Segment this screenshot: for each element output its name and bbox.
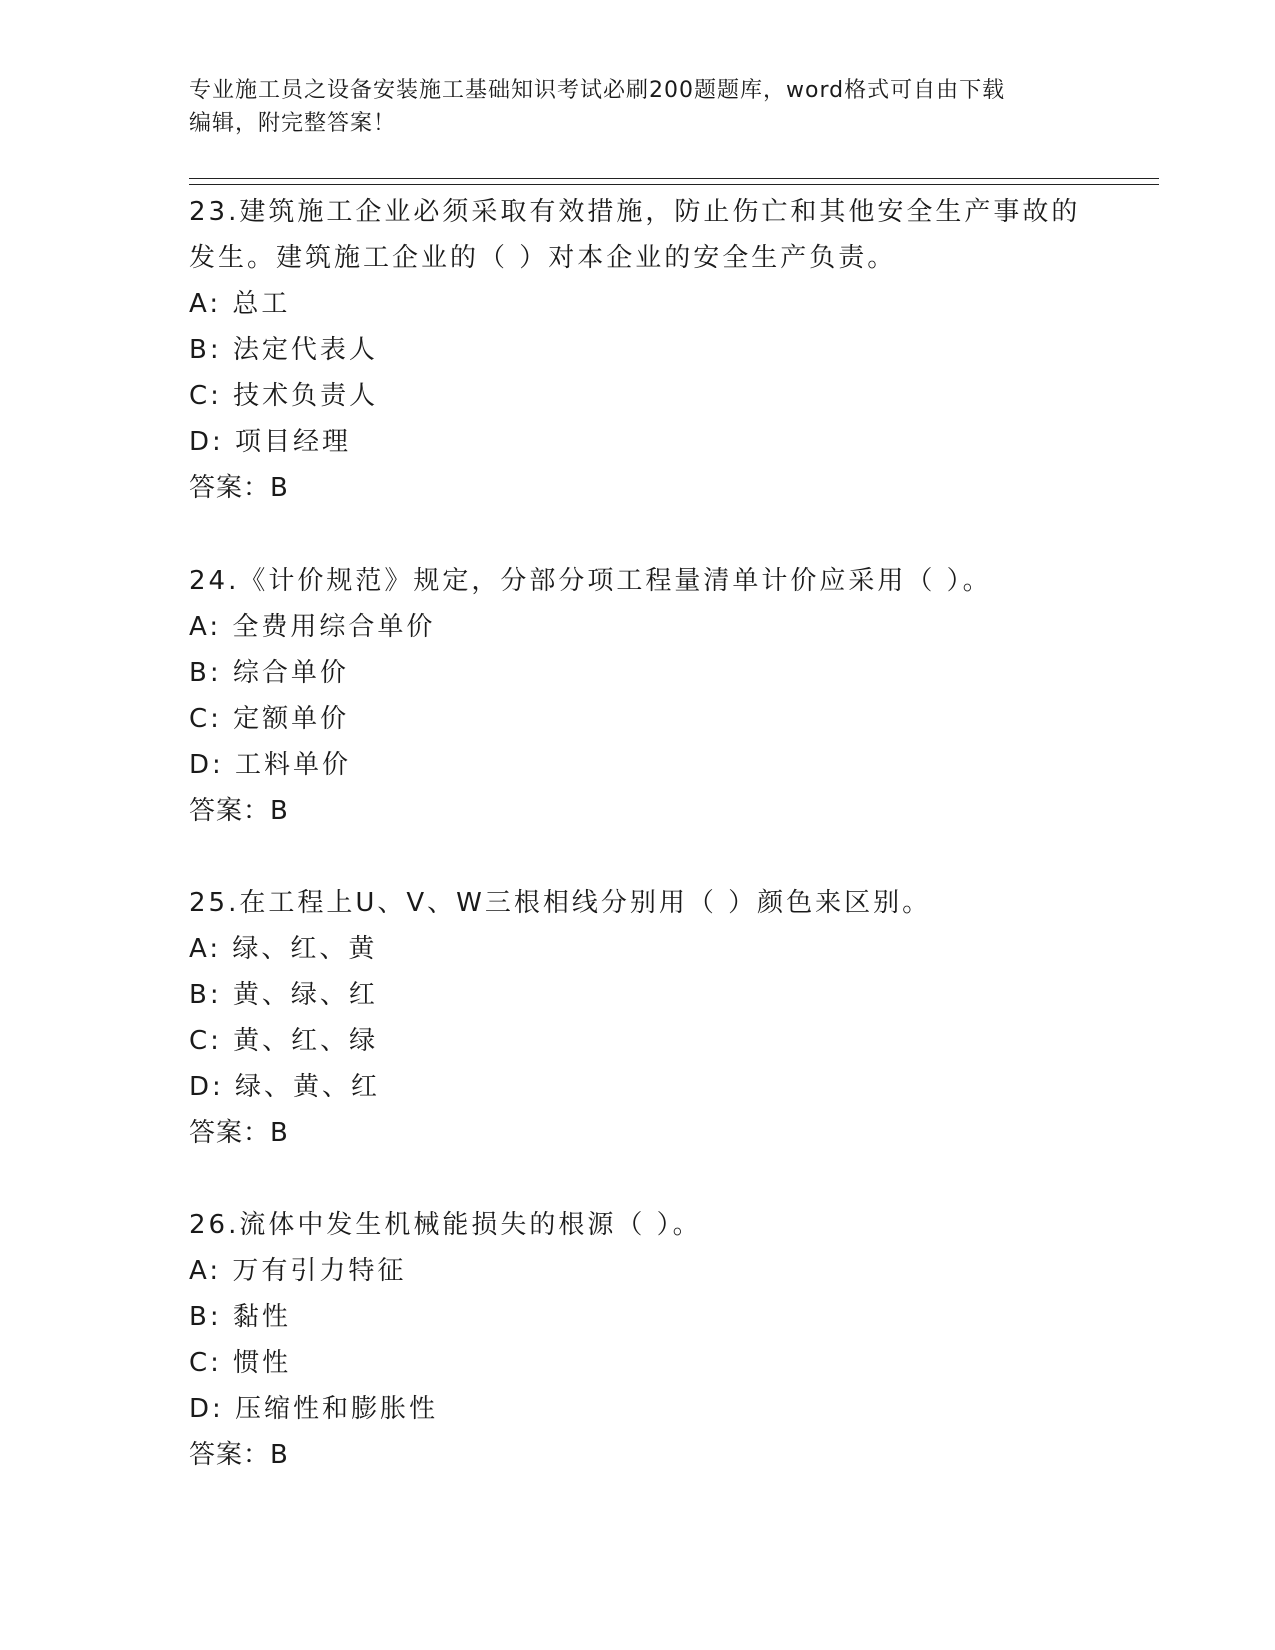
question-25 xyxy=(189,880,1109,1156)
option-d: D: 项目经理 xyxy=(189,427,352,457)
option-c: C: 定额单价 xyxy=(189,704,350,734)
answer: 答案：B xyxy=(189,473,289,503)
option-b: B: 综合单价 xyxy=(189,658,349,688)
option-d: D: 工料单价 xyxy=(189,750,352,780)
header-divider-top xyxy=(189,178,1159,179)
answer: 答案：B xyxy=(189,1118,289,1148)
answer: 答案：B xyxy=(189,796,289,826)
option-b: B: 黄、绿、红 xyxy=(189,980,378,1010)
option-a: A: 总工 xyxy=(189,289,291,319)
option-d: D: 压缩性和膨胀性 xyxy=(189,1394,439,1424)
option-c: C: 惯性 xyxy=(189,1348,292,1378)
question-24 xyxy=(189,558,1109,834)
option-c: C: 黄、红、绿 xyxy=(189,1026,379,1056)
option-a: A: 万有引力特征 xyxy=(189,1256,407,1286)
option-a: A: 绿、红、黄 xyxy=(189,934,378,964)
header-title-line-2: 编辑，附完整答案！ xyxy=(189,111,397,136)
question-stem: 26.流体中发生机械能损失的根源（ ）。 xyxy=(189,1210,702,1240)
question-stem: 24.《计价规范》规定，分部分项工程量清单计价应采用（ ）。 xyxy=(189,566,992,596)
option-c: C: 技术负责人 xyxy=(189,381,379,411)
header-title-line-1: 专业施工员之设备安装施工基础知识考试必刷200题题库，word格式可自由下载 xyxy=(189,78,1006,103)
document-header xyxy=(189,74,1089,140)
question-stem: 25.在工程上U、V、W三根相线分别用（ ）颜色来区别。 xyxy=(189,888,932,918)
option-d: D: 绿、黄、红 xyxy=(189,1072,381,1102)
option-b: B: 法定代表人 xyxy=(189,335,378,365)
question-stem: 23.建筑施工企业必须采取有效措施，防止伤亡和其他安全生产事故的 xyxy=(189,197,1081,227)
header-divider-bottom xyxy=(189,184,1159,185)
question-23 xyxy=(189,189,1109,511)
question-stem-continued: 发生。建筑施工企业的（ ）对本企业的安全生产负责。 xyxy=(189,243,897,273)
question-26 xyxy=(189,1202,1109,1478)
answer: 答案：B xyxy=(189,1440,289,1470)
option-a: A: 全费用综合单价 xyxy=(189,612,436,642)
option-b: B: 黏性 xyxy=(189,1302,291,1332)
